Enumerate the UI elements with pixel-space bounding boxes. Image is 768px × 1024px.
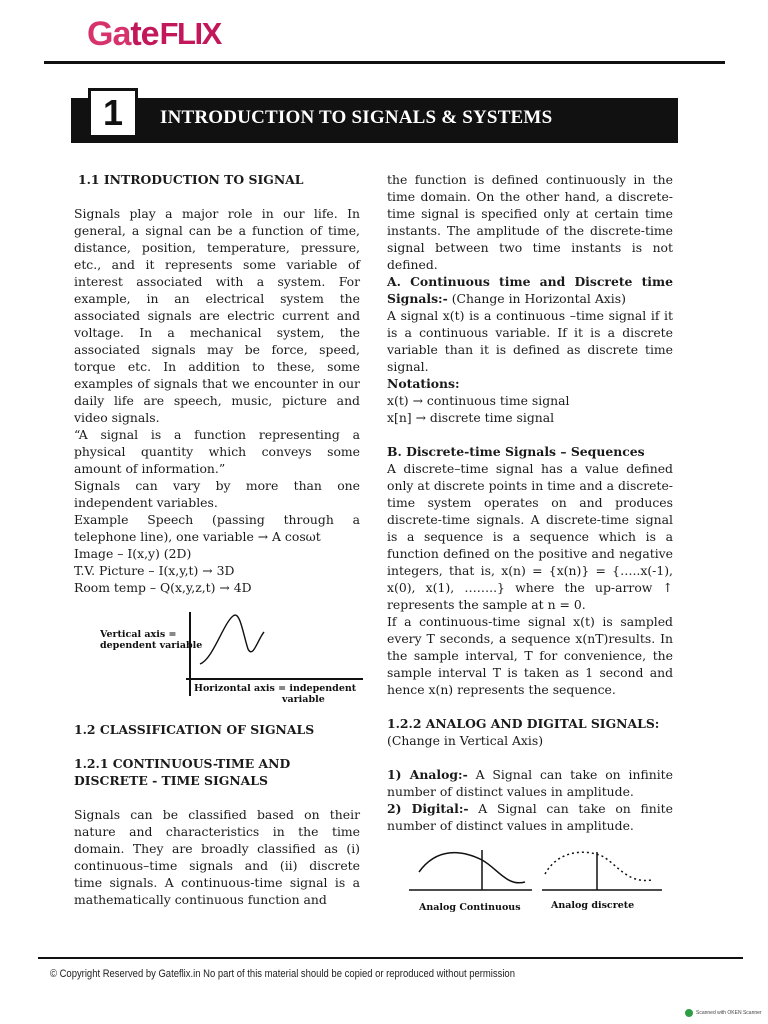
para-independent-vars: Signals can vary by more than one independent variables. bbox=[74, 478, 360, 510]
heading-1-2-2-note: (Change in Vertical Axis) bbox=[387, 733, 544, 748]
gateflix-logo bbox=[87, 14, 221, 54]
vertical-axis-label-1: Vertical axis = bbox=[100, 629, 177, 640]
heading-a bbox=[387, 273, 673, 307]
para-digital bbox=[387, 800, 673, 834]
notation-continuous: x(t) → continuous time signal bbox=[387, 393, 570, 408]
left-column bbox=[74, 171, 360, 908]
para-signals-role: Signals play a major role in our life. In general, a signal can be a function of time, distance, position, temperature, pressure, etc., and it represents some variable of interest associated with a system. For example, in an electrical system the associated signals are electric current and voltage. In a mechanical system, the associated signals may be force, speed, torque etc. In addition to these, some examples of signals that we encounter in our daily life are speech, music, picture and video signals. bbox=[74, 206, 360, 425]
horizontal-axis-label-1: Horizontal axis = independent bbox=[194, 683, 357, 694]
analog-label: 1) Analog:- bbox=[387, 767, 468, 782]
heading-1-2-2: 1.2.2 ANALOG AND DIGITAL SIGNALS: bbox=[387, 716, 660, 731]
para-signal-definition: “A signal is a function representing a physical quantity which conveys some amount of information.” bbox=[74, 427, 360, 476]
para-continuous-defined: the function is defined continuously in the time domain. On the other hand, a discrete-time signal is specified only at certain time instants. The amplitude of the discrete-time signal between two time instants is not defined. bbox=[387, 172, 673, 272]
chapter-number: 1 bbox=[88, 88, 138, 138]
list-tv-picture: T.V. Picture – I(x,y,t) → 3D bbox=[74, 563, 235, 578]
vertical-axis-label-2: dependent variable bbox=[100, 640, 203, 651]
heading-b: B. Discrete-time Signals – Sequences bbox=[387, 444, 645, 459]
para-classification: Signals can be classified based on their nature and characteristics in the time domain. They are broadly classified as (i) continuous–time signals and (ii) discrete time signals. A continuous-time signal is a mathematically continuous function and bbox=[74, 807, 360, 907]
heading-1-2-1-line1: 1.2.1 CONTINUOUS-TIME AND bbox=[74, 756, 291, 771]
analog-discrete-label: Analog discrete bbox=[551, 900, 635, 911]
list-room-temp: Room temp – Q(x,y,z,t) → 4D bbox=[74, 580, 252, 595]
digital-text: A Signal can take on finite number of distinct values in amplitude. bbox=[387, 801, 673, 833]
digital-label: 2) Digital:- bbox=[387, 801, 469, 816]
notations-heading: Notations: bbox=[387, 376, 460, 391]
heading-a-title: A. Continuous time and Discrete time Signals:- bbox=[387, 274, 673, 306]
chapter-title: INTRODUCTION TO SIGNALS & SYSTEMS bbox=[160, 107, 553, 128]
heading-1-1: 1.1 INTRODUCTION TO SIGNAL bbox=[78, 172, 304, 187]
para-analog bbox=[387, 766, 673, 800]
analog-signals-figure bbox=[407, 842, 667, 922]
heading-a-note: (Change in Horizontal Axis) bbox=[447, 291, 626, 306]
scanner-logo-icon bbox=[685, 1009, 693, 1017]
scanner-watermark bbox=[685, 1009, 762, 1017]
para-continuous-signal: A signal x(t) is a continuous –time signal if it is a continuous variable. If it is a discrete variable than it is defined as discrete time signal. bbox=[387, 308, 673, 374]
logo-part-ga: Ga bbox=[87, 14, 131, 53]
right-column bbox=[387, 171, 673, 922]
header-rule bbox=[44, 61, 725, 64]
list-image: Image – I(x,y) (2D) bbox=[74, 546, 192, 561]
para-discrete-sequences: A discrete–time signal has a value defined only at discrete points in time and a discrete-time system operates on and produces discrete-time signals. A discrete-time signal is a sequence is a sequence which is a function defined on the positive and negative integers, that is, x(n) = {x(n)} = {…..x(-1), x(0), x(1), ……..} where the up-arrow ↑ represents the sample at n = 0. bbox=[387, 461, 673, 612]
heading-1-2-1-line2: DISCRETE - TIME SIGNALS bbox=[74, 773, 268, 788]
analog-continuous-label: Analog Continuous bbox=[419, 902, 521, 913]
horizontal-axis-label-2: variable bbox=[282, 694, 325, 704]
heading-1-2: 1.2 CLASSIFICATION OF SIGNALS bbox=[74, 722, 315, 737]
para-sampling: If a continuous-time signal x(t) is sampled every T seconds, a sequence x(nT)results. In the sample interval, T for convenience, the sample interval T is taken as 1 second and hence x(n) represents the sequence. bbox=[387, 614, 673, 697]
axes-figure bbox=[98, 604, 368, 704]
copyright-notice: © Copyright Reserved by Gateflix.in No part of this material should be copied or reproduced without permission bbox=[50, 968, 515, 980]
logo-part-te: te bbox=[130, 14, 159, 53]
footer-rule bbox=[38, 957, 743, 959]
notation-discrete: x[n] → discrete time signal bbox=[387, 410, 555, 425]
analog-text: A Signal can take on infinite number of distinct values in amplitude. bbox=[387, 767, 673, 799]
logo-part-flix: FLIX bbox=[159, 16, 221, 51]
para-speech-example: Example Speech (passing through a telephone line), one variable → A cosωt bbox=[74, 512, 360, 544]
scanner-text: Scanned with OKEN Scanner bbox=[696, 1010, 762, 1016]
